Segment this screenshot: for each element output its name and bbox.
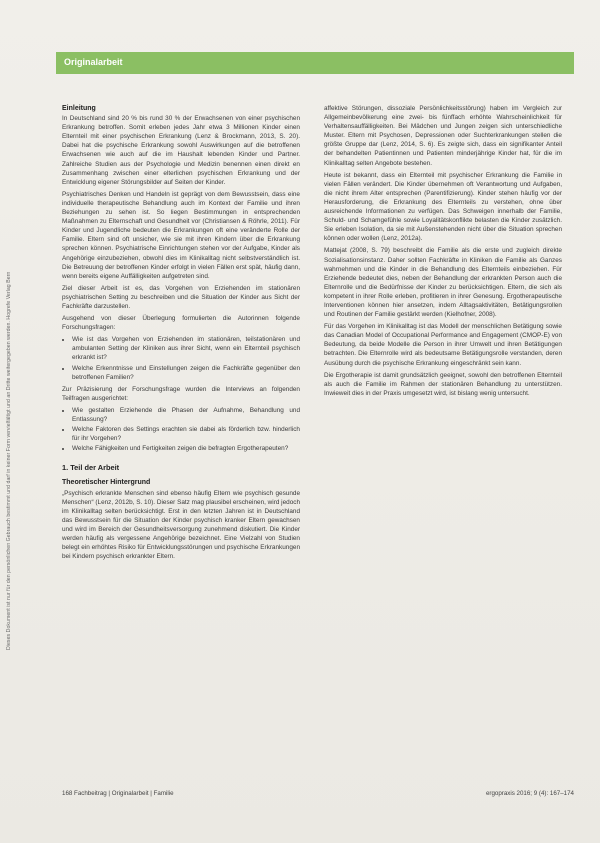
paragraph: Für das Vorgehen im Klinikalltag ist das Modell der menschlichen Betätigung sowie das Canadian Model of Occupational Performance and Engagement (CMOP-E) von Bedeutung, da beide Modelle die Person in ihrer Umwelt und ihren Betätigungen betrachten. Die Elternrolle wird als bedeutsame Betätigungsrolle verstanden, deren Ausübung durch die psychische Erkrankung eingeschränkt sein kann. [324, 323, 562, 367]
paragraph: Heute ist bekannt, dass ein Elternteil mit psychischer Erkrankung die Familie in vielen Fällen verändert. Die Kinder übernehmen oft Verantwortung und Aufgaben, die nicht ihrem Alter entsprechen (Parentifizierung). Kinder stehen häufig vor der Herausforderung, die Erkrankung des Elternteils zu verstehen, ohne über ausreichende Informationen zu verfügen. Das Schweigen innerhalb der Familie, Schuld- und Schamgefühle sowie Loyalitätskonflikte belasten die Kinder zusätzlich. Sie erleben Isolation, da sie mit Außenstehenden nicht über die Situation sprechen können oder wollen (Lenz, 2012a). [324, 171, 562, 243]
intro-heading: Einleitung [62, 105, 96, 112]
section-banner [56, 52, 574, 74]
list-item: • Welche Erkenntnisse und Einstellungen zeigen die Fachkräfte gegenüber den betroffenen Familien? [72, 364, 300, 382]
left-column [62, 104, 300, 564]
research-questions [62, 335, 300, 381]
list-item: • Welche Faktoren des Settings erachten sie dabei als förderlich bzw. hinderlich für ihr Vorgehen? [72, 425, 300, 443]
part-heading: 1. Teil der Arbeit [62, 463, 120, 473]
sub-questions [62, 406, 300, 453]
footer-right: ergopraxis 2016; 9 (4): 167–174 [485, 790, 574, 797]
list-item: • Wie gestalten Erziehende die Phasen der Aufnahme, Behandlung und Entlassung? [72, 406, 300, 424]
theory-heading: Theoretischer Hintergrund [62, 479, 151, 487]
paragraph: Zur Präzisierung der Forschungsfrage wurden die Interviews an folgenden Teilfragen ausgerichtet: [62, 385, 300, 402]
paragraph: Mattejat (2008, S. 79) beschreibt die Familie als die erste und zugleich direkte Sozialisationsinstanz. Daher sollten Fachkräfte in Kliniken die Familie als Ganzes wahrnehmen und die Kinder in die Behandlung des Elternteils einbeziehen. Für Erziehende bedeutet dies, neben der Behandlung der erkrankten Person auch die Elternrolle und die Bedürfnisse der Kinder zu berücksichtigen. Eltern, die sich als kompetent in ihrer Rolle erleben, profitieren in ihrer Genesung. Ergotherapeutische Interventionen können hier ansetzen, indem Alltagsaktivitäten, Betätigungsrollen und Routinen der Familie gestärkt werden (Kielhofner, 2008). [324, 247, 562, 319]
paragraph: Ziel dieser Arbeit ist es, das Vorgehen von Erziehenden im stationären psychiatrischen Setting zu beschreiben und die Situation der Kinder aus Sicht der Fachkräfte darzustellen. [62, 284, 300, 310]
copyright-side-note [6, 70, 16, 650]
list-item: • Welche Fähigkeiten und Fertigkeiten zeigen die befragten Ergotherapeuten? [72, 444, 300, 453]
paragraph: Psychiatrisches Denken und Handeln ist geprägt von dem Bewusstsein, dass eine individuelle therapeutische Behandlung auch im Kontext der Familie und ihren Beziehungen zu sehen ist. So liegen Bestimmungen in entsprechenden Maßnahmen zu Elternschaft und Gesundheit vor (Christiansen & Röhrle, 2011). Für Kinder und Jugendliche bedeuten die Erkrankungen oft eine veränderte Rolle der Familie. Eltern sind oft unsicher, wie sie mit ihren Kindern über die Erkrankung sprechen können. Psychiatrische Einrichtungen stehen vor der Aufgabe, Kinder als Angehörige einzubeziehen, obwohl dies im Klinikalltag nicht selbstverständlich ist. Die Betreuung der betroffenen Kinder erfolgt in vielen Fällen erst spät, häufig dann, wenn bereits eigene Auffälligkeiten aufgetreten sind. [62, 190, 300, 280]
paragraph: Die Ergotherapie ist damit grundsätzlich geeignet, sowohl den betroffenen Elternteil als auch die Familie im Rahmen der stationären Behandlung zu unterstützen. Inwieweit dies in der Praxis umgesetzt wird, ist bislang wenig untersucht. [324, 371, 562, 397]
copyright-text: Dieses Dokument ist nur für den persönlichen Gebrauch bestimmt und darf in keiner Form vervielfältigt und an Dritte weitergegeben werden. Hogrefe Verlag Bern [6, 271, 12, 650]
list-item: • Wie ist das Vorgehen von Erziehenden im stationären, teilstationären und ambulanten Setting der Kliniken aus ihrer Sicht, wenn ein Elternteil psychisch erkrankt ist? [72, 335, 300, 362]
paragraph: „Psychisch erkrankte Menschen sind ebenso häufig Eltern wie psychisch gesunde Menschen“ (Lenz, 2012b, S. 10). Dieser Satz mag plausibel erscheinen, wird jedoch im Klinikalltag selten berücksichtigt. Erst in den letzten Jahren ist in Deutschland das Bewusstsein für die Situation der Kinder psychisch kranker Eltern gewachsen und wird im Bereich der Gesundheitsversorgung zunehmend diskutiert. Die Kinder werden häufig als vergessene Angehörige bezeichnet. Eine Vielzahl von Studien belegt ein erhöhtes Risiko für Entwicklungsstörungen und psychische Erkrankungen bei Kindern psychisch erkrankter Eltern. [62, 489, 301, 561]
footer-left: 168 Fachbeitrag | Originalarbeit | Familie [62, 790, 174, 797]
paragraph: In Deutschland sind 20 % bis rund 30 % der Erwachsenen von einer psychischen Erkrankung betroffen. Somit erleben jedes Jahr etwa 3 Millionen Kinder einen Elternteil mit einer psychischen Erkrankung (Lenz & Brockmann, 2013, S. 20). Dabei hat die psychische Erkrankung sowohl Auswirkungen auf die betroffenen Erwachsenen wie auch auf die im Haushalt lebenden Kinder und Partner. Zahlreiche Studien aus der Psychologie und Medizin benennen einen direkt en Zusammenhang zwischen einer elterlichen psychischen Erkrankung und der Entwicklung eigener Störungsbilder auf Seiten der Kinder. [62, 115, 300, 186]
page-footer [62, 790, 574, 800]
paragraph: affektive Störungen, dissoziale Persönlichkeitsstörung) haben im Vergleich zur Allgemeinbevölkerung eine zwei- bis fünffach erhöhte Wahrscheinlichkeit für Verhaltensauffälligkeiten. Bei Mädchen und Jungen zeigen sich unterschiedliche Muster. Eltern mit Psychosen, Depressionen oder Suchterkrankungen stellen die größte Gruppe dar (Lenz, 2014, S. 6). Es zeigte sich, dass ein signifikanter Anteil der behandelten Patientinnen und Patienten minderjährige Kinder hat, für die im Klinikalltag selten Angebote bestehen. [324, 105, 562, 167]
paragraph: Ausgehend von dieser Überlegung formulierten die Autorinnen folgende Forschungsfragen: [62, 315, 300, 332]
banner-label: Originalarbeit [64, 57, 123, 67]
right-column [324, 104, 562, 401]
